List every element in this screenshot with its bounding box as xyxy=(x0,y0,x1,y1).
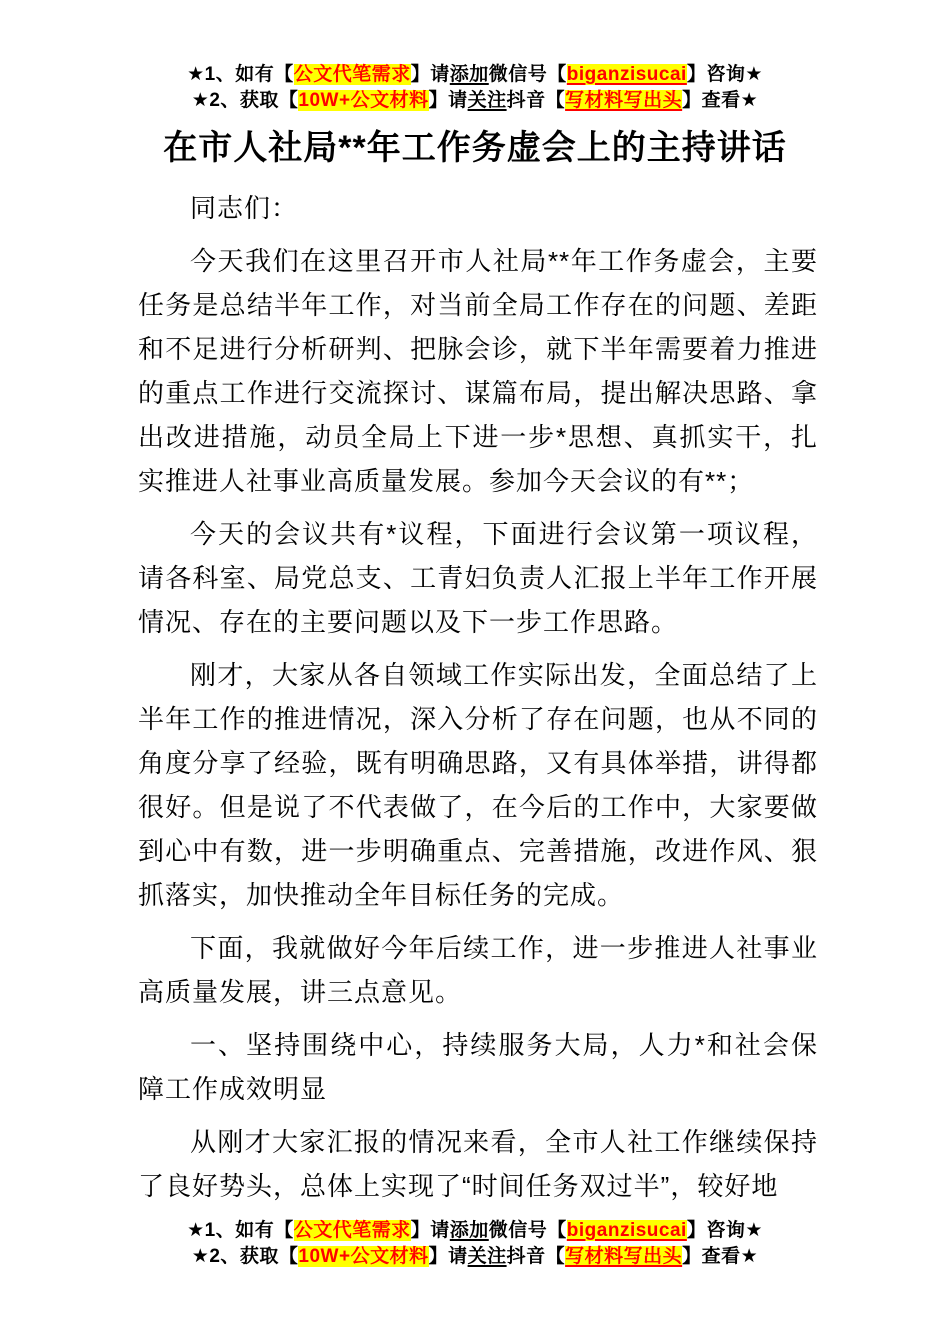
notice-text: 】请 xyxy=(410,64,450,85)
douyin-id-text: 写材料写出头 xyxy=(565,1246,683,1267)
body-paragraph: 今天我们在这里召开市人社局**年工作务虚会，主要任务是总结半年工作，对当前全局工作存在的问题、差距和不足进行分析研判、把脉会诊，就下半年需要着力推进的重点工作进行交流探讨、谋篇布局，提出解决思路、拿出改进措施，动员全局上下进一步*思想、真抓实干，扎实推进人社事业高质量发展。参加今天会议的有**； xyxy=(138,246,818,496)
page-title: 在市人社局**年工作务虚会上的主持讲话 xyxy=(163,129,787,167)
notice-text: 】咨询★ xyxy=(686,64,763,85)
body-paragraph: 下面，我就做好今年后续工作，进一步推进人社事业高质量发展，讲三点意见。 xyxy=(138,933,818,1007)
notice-text: 微信号【 xyxy=(488,1220,567,1241)
underlined-action-text: 添加 xyxy=(449,64,489,85)
footer-notice-line-1 xyxy=(0,1218,950,1244)
notice-text: 抖音【 xyxy=(506,90,566,111)
notice-text: 】咨询★ xyxy=(686,1220,763,1241)
notice-text: ★2、获取【 xyxy=(191,90,299,111)
notice-text: ★1、如有【 xyxy=(187,1220,294,1241)
underlined-action-text: 添加 xyxy=(449,1220,489,1241)
notice-text: 】请 xyxy=(428,90,468,111)
notice-text: 】查看★ xyxy=(682,1246,759,1267)
notice-text: ★1、如有【 xyxy=(187,64,294,85)
notice-text: 微信号【 xyxy=(488,64,567,85)
footer-notice-line-2 xyxy=(0,1244,950,1270)
footer-notice xyxy=(0,1218,950,1270)
underlined-action-text: 关注 xyxy=(467,90,507,111)
notice-text: 】请 xyxy=(410,1220,450,1241)
body-paragraph: 从刚才大家汇报的情况来看，全市人社工作继续保持了良好势头，总体上实现了“时间任务双过半”，较好地 xyxy=(138,1127,818,1201)
notice-text: ★2、获取【 xyxy=(191,1246,299,1267)
highlighted-service-text: 公文代笔需求 xyxy=(293,1220,411,1241)
underlined-action-text: 关注 xyxy=(467,1246,507,1267)
highlighted-service-text: 公文代笔需求 xyxy=(293,64,411,85)
notice-text: 】查看★ xyxy=(682,90,759,111)
highlighted-material-text: 10W+公文材料 xyxy=(298,1246,429,1267)
section-heading-paragraph: 一、坚持围绕中心，持续服务大局，人力*和社会保障工作成效明显 xyxy=(138,1030,818,1104)
header-notice-line-2 xyxy=(0,88,950,114)
header-notice xyxy=(0,0,950,114)
notice-text: 】请 xyxy=(428,1246,468,1267)
salutation-paragraph: 同志们： xyxy=(190,193,299,223)
body-paragraph: 刚才，大家从各自领域工作实际出发，全面总结了上半年工作的推进情况，深入分析了存在问题，也从不同的角度分享了经验，既有明确思路，又有具体举措，讲得都很好。但是说了不代表做了，在今后的工作中，大家要做到心中有数，进一步明确重点、完善措施，改进作风、狠抓落实，加快推动全年目标任务的完成。 xyxy=(138,660,818,910)
header-notice-line-1 xyxy=(0,62,950,88)
body-paragraph: 今天的会议共有*议程，下面进行会议第一项议程，请各科室、局党总支、工青妇负责人汇报上半年工作开展情况、存在的主要问题以及下一步工作思路。 xyxy=(138,519,818,637)
douyin-id-text: 写材料写出头 xyxy=(565,90,683,111)
wechat-id-text: biganzisucai xyxy=(566,64,687,85)
document-body xyxy=(138,186,818,1208)
wechat-id-text: biganzisucai xyxy=(566,1220,687,1241)
highlighted-material-text: 10W+公文材料 xyxy=(298,90,429,111)
notice-text: 抖音【 xyxy=(506,1246,566,1267)
